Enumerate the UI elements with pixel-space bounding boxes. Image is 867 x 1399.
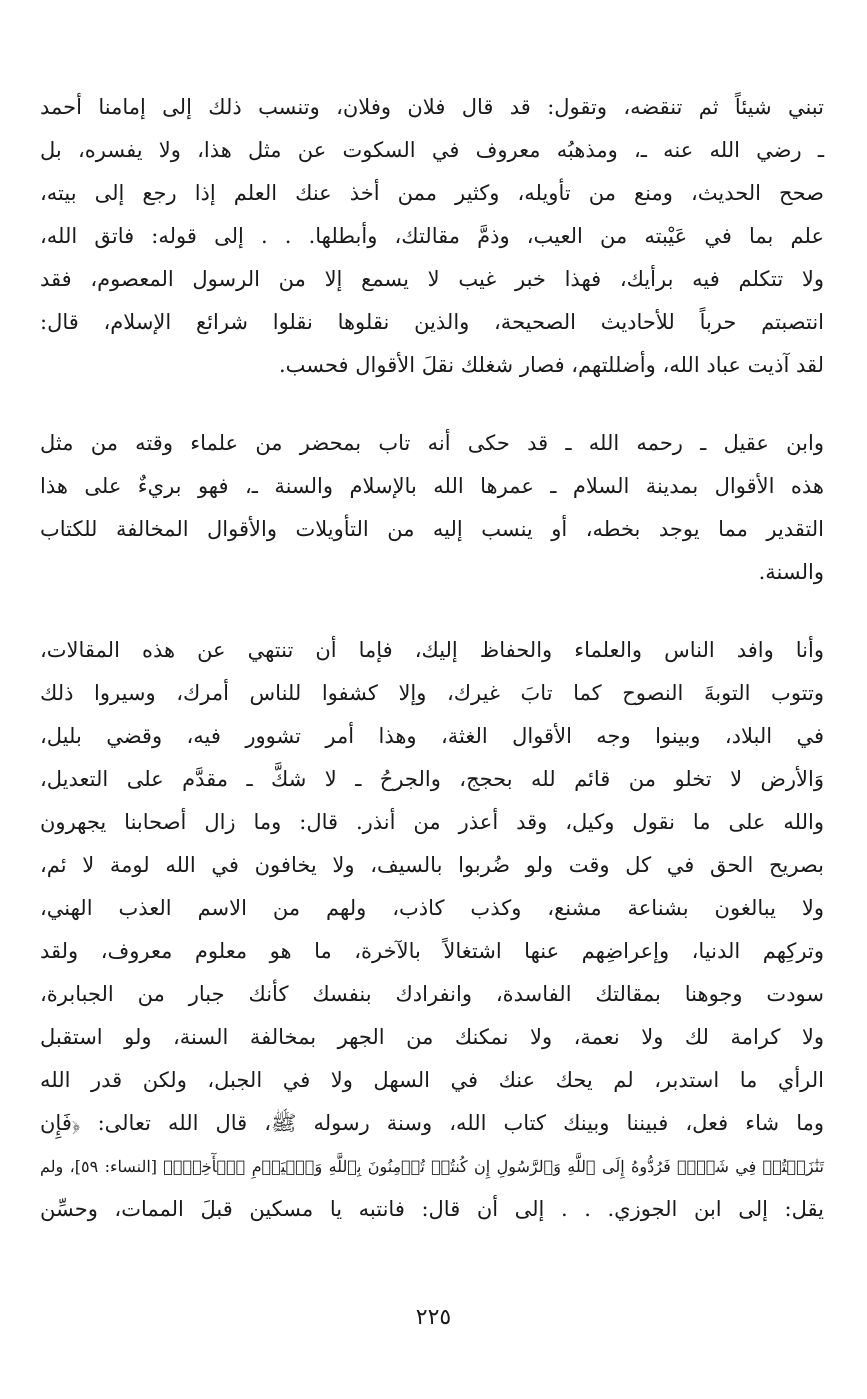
text-line: وتركِهم الدنيا، وإعراضِهم عنها اشتغالاً بالآخرة، ما هو معلوم معروف، ولقد xyxy=(40,939,824,963)
text-line: وما شاء فعل، فبيننا وبينك كتاب الله، وسنة رسوله ﷺ، قال الله تعالى: ﴿فَإِن xyxy=(40,1111,824,1135)
text-line: والسنة. xyxy=(758,560,824,584)
text-line: الرأي ما استدبر، لم يحك عنك في السهل ولا في الجبل، ولكن قدر الله xyxy=(40,1068,824,1092)
text-line: علم بما في عَيْبته من العيب، وذمَّ مقالتك، وأبطلها. . . إلى قوله: فاتق الله، xyxy=(40,224,824,248)
quran-verse-line: تَنَٰزَعۡتُمۡ فِي شَيۡءٖ فَرُدُّوهُ إِلَى ٱللَّهِ وَٱلرَّسُولِ إِن كُنتُمۡ تُؤۡمِنُونَ بِٱللَّهِ وَٱلۡيَوۡمِ ٱلۡأٓخِرِۚ﴾ [النساء: ٥٩]، ولم xyxy=(40,1157,824,1176)
text-line: هذه الأقوال بمدينة السلام ـ عمرها الله بالإسلام والسنة ـ، فهو بريءٌ على هذا xyxy=(40,474,824,498)
text-line: تبني شيئاً ثم تنقضه، وتقول: قد قال فلان وفلان، وتنسب ذلك إلى إمامنا أحمد xyxy=(40,95,824,119)
text-line: انتصبتم حرباً للأحاديث الصحيحة، والذين نقلوها نقلوا شرائع الإسلام، قال: xyxy=(40,310,824,334)
text-line: لقد آذيت عباد الله، وأضللتهم، فصار شغلك نقلَ الأقوال فحسب. xyxy=(278,353,824,377)
paragraph-gap xyxy=(40,594,824,629)
text-line: والله على ما نقول وكيل، وقد أعذر من أنذر. قال: وما زال أصحابنا يجهرون xyxy=(40,810,824,834)
text-line: في البلاد، وبينوا وجه الأقوال الغثة، وهذا أمر تشوور فيه، وقضي بليل، xyxy=(40,724,824,748)
text-line: وأنا وافد الناس والعلماء والحفاظ إليك، فإما أن تنتهي عن هذه المقالات، xyxy=(40,638,824,662)
paragraph-3 xyxy=(40,629,824,1231)
text-line: يقل: إلى ابن الجوزي. . . إلى أن قال: فانتبه يا مسكين قبلَ الممات، وحسِّن xyxy=(40,1197,824,1221)
text-line: سودت وجوهنا بمقالتك الفاسدة، وانفرادك بنفسك كأنك جبار من الجبابرة، xyxy=(40,982,824,1006)
document-page xyxy=(40,86,824,1231)
paragraph-gap xyxy=(40,387,824,422)
text-line: وتتوب التوبةَ النصوح كما تابَ غيرك، وإلا كشفوا للناس أمرك، وسيروا ذلك xyxy=(40,681,824,705)
text-line: ولا تتكلم فيه برأيك، فهذا خبر غيب لا يسمع إلا من الرسول المعصوم، فقد xyxy=(40,267,824,291)
text-line: التقدير مما يوجد بخطه، أو ينسب إليه من التأويلات والأقوال المخالفة للكتاب xyxy=(40,517,824,541)
paragraph-2 xyxy=(40,422,824,594)
paragraph-1 xyxy=(40,86,824,387)
text-line: ـ رضي الله عنه ـ، ومذهبُه معروف في السكوت عن مثل هذا، ولا يفسره، بل xyxy=(40,138,824,162)
text-line: صحح الحديث، ومنع من تأويله، وكثير ممن أخذ عنك العلم إذا رجع إلى بيته، xyxy=(40,181,824,205)
text-line: وَالأرض لا تخلو من قائم لله بحجج، والجرحُ ـ لا شكَّ ـ مقدَّم على التعديل، xyxy=(40,767,824,791)
text-line: وابن عقيل ـ رحمه الله ـ قد حكى أنه تاب بمحضر من علماء وقته من مثل xyxy=(40,431,824,455)
page-number: ٢٢٥ xyxy=(415,1305,452,1330)
text-line: بصريح الحق في كل وقت ولو ضُربوا بالسيف، ولا يخافون في الله لومة لا ئم، xyxy=(40,853,824,877)
text-line: ولا يبالغون بشناعة مشنع، وكذب كاذب، ولهم من الاسم العذب الهني، xyxy=(40,896,824,920)
text-line: ولا كرامة لك ولا نعمة، ولا نمكنك من الجهر بمخالفة السنة، ولو استقبل xyxy=(40,1025,824,1049)
